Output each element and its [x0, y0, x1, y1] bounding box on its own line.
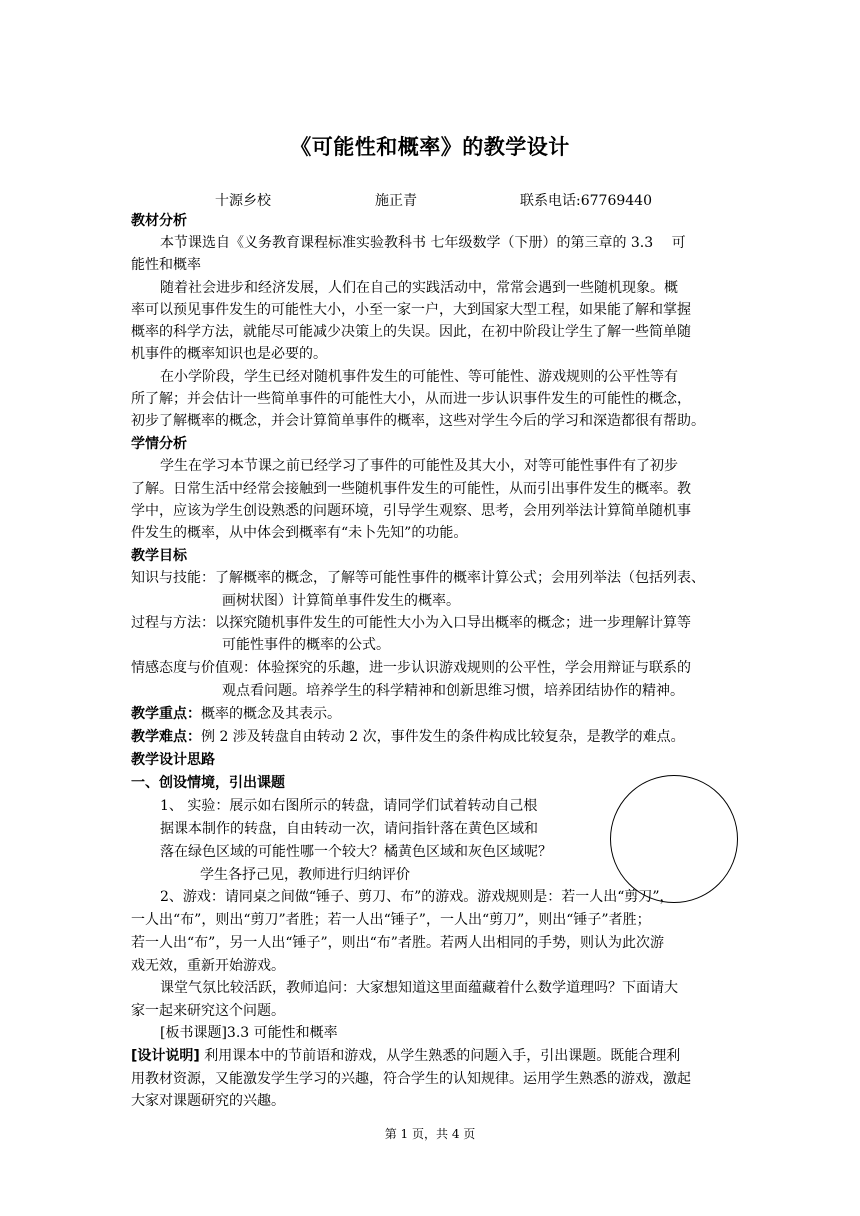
teaching-key	[131, 703, 341, 725]
paragraph-line: 家一起来研究这个问题。	[131, 1003, 285, 1019]
paragraph-line: 能性和概率	[131, 257, 201, 273]
section-heading-goals: 教学目标	[131, 548, 187, 564]
author-contact: 联系电话:67769440	[520, 193, 652, 209]
goal-process: 过程与方法：以探究随机事件发生的可能性大小为入口导出概率的概念；进一步理解计算等	[131, 615, 691, 631]
design-note	[131, 1045, 680, 1067]
goal-emotion-cont: 观点看问题。培养学生的科学精神和创新思维习惯，培养团结协作的精神。	[222, 683, 684, 699]
paragraph-line: 用教材资源，又能激发学生学习的兴趣，符合学生的认知规律。运用学生熟悉的游戏，激起	[131, 1071, 691, 1087]
board-title: [板书课题]3.3 可能性和概率	[160, 1025, 338, 1041]
part1-heading: 一、创设情境，引出课题	[131, 775, 285, 791]
paragraph-line: 2、游戏：请同桌之间做“锤子、剪刀、布”的游戏。游戏规则是：若一人出“剪刀”，	[160, 889, 674, 905]
paragraph-line: 若一人出“布”，另一人出“锤子”，则出“布”者胜。若两人出相同的手势，则认为此次游	[131, 935, 664, 951]
paragraph-line: 在小学阶段，学生已经对随机事件发生的可能性、等可能性、游戏规则的公平性等有	[160, 369, 678, 385]
paragraph-line: 一人出“布”，则出“剪刀”者胜；若一人出“锤子”，一人出“剪刀”，则出“锤子”者胜；	[131, 912, 651, 928]
paragraph-line: 概率的科学方法，就能尽可能减少决策上的失误。因此，在初中阶段让学生了解一些简单随	[131, 324, 691, 340]
spinner-circle	[610, 775, 738, 903]
paragraph-line: 大家对课题研究的兴趣。	[131, 1093, 285, 1109]
page-title: 《可能性和概率》的教学设计	[290, 134, 570, 159]
paragraph-line: 机事件的概率知识也是必要的。	[131, 346, 327, 362]
paragraph-line: 本节课选自《义务教育课程标准实验教科书 七年级数学（下册）的第三章的 3.3 可	[160, 235, 686, 251]
paragraph-line: 所了解；并会估计一些简单事件的可能性大小，从而进一步认识事件发生的可能性的概念，	[131, 391, 691, 407]
paragraph-line: 学生各抒己见，教师进行归纳评价	[200, 867, 410, 883]
paragraph-line: 学中，应该为学生创设熟悉的问题环境，引导学生观察、思考，会用列举法计算简单随机事	[131, 503, 691, 519]
paragraph-line: 了解。日常生活中经常会接触到一些随机事件发生的可能性，从而引出事件发生的概率。教	[131, 481, 691, 497]
author-school: 十源乡校	[215, 193, 271, 209]
section-heading-student: 学情分析	[131, 436, 187, 452]
key-text: 概率的概念及其表示。	[201, 706, 341, 722]
teaching-difficulty	[131, 726, 685, 748]
note-text: 利用课本中的节前语和游戏，从学生熟悉的问题入手，引出课题。既能合理利	[199, 1048, 681, 1064]
paragraph-line: 课堂气氛比较活跃，教师追问：大家想知道这里面蕴藏着什么数学道理吗？下面请大	[160, 980, 678, 996]
section-heading-design: 教学设计思路	[131, 752, 215, 768]
paragraph-line: 学生在学习本节课之前已经学习了事件的可能性及其大小，对等可能性事件有了初步	[160, 458, 678, 474]
paragraph-line: 1、 实验：展示如右图所示的转盘，请同学们试着转动自己根	[160, 798, 538, 814]
key-label: 教学重点：	[131, 706, 201, 722]
paragraph-line: 初步了解概率的概念，并会计算简单事件的概率，这些对学生今后的学习和深造都很有帮助。	[131, 413, 705, 429]
note-label: [设计说明]	[131, 1048, 200, 1064]
paragraph-line: 戏无效，重新开始游戏。	[131, 958, 285, 974]
goal-process-cont: 可能性事件的概率的公式。	[222, 637, 390, 653]
section-heading-material: 教材分析	[131, 213, 187, 229]
paragraph-line: 落在绿色区域的可能性哪一个较大？橘黄色区域和灰色区域呢？	[160, 844, 552, 860]
goal-knowledge: 知识与技能：了解概率的概念，了解等可能性事件的概率计算公式；会用列举法（包括列表、	[131, 570, 705, 586]
difficulty-label: 教学难点：	[131, 729, 201, 745]
author-teacher: 施正青	[375, 193, 417, 209]
goal-emotion: 情感态度与价值观：体验探究的乐趣，进一步认识游戏规则的公平性，学会用辩证与联系的	[131, 660, 691, 676]
paragraph-line: 随着社会进步和经济发展，人们在自己的实践活动中，常常会遇到一些随机现象。概	[160, 280, 678, 296]
page-footer: 第 1 页，共 4 页	[384, 1127, 476, 1141]
difficulty-text: 例 2 涉及转盘自由转动 2 次，事件发生的条件构成比较复杂，是教学的难点。	[201, 729, 685, 745]
paragraph-line: 率可以预见事件发生的可能性大小，小至一家一户，大到国家大型工程，如果能了解和掌握	[131, 302, 691, 318]
goal-knowledge-cont: 画树状图）计算简单事件发生的概率。	[222, 593, 460, 609]
paragraph-line: 件发生的概率，从中体会到概率有“未卜先知”的功能。	[131, 525, 468, 541]
paragraph-line: 据课本制作的转盘，自由转动一次，请问指针落在黄色区域和	[160, 821, 538, 837]
